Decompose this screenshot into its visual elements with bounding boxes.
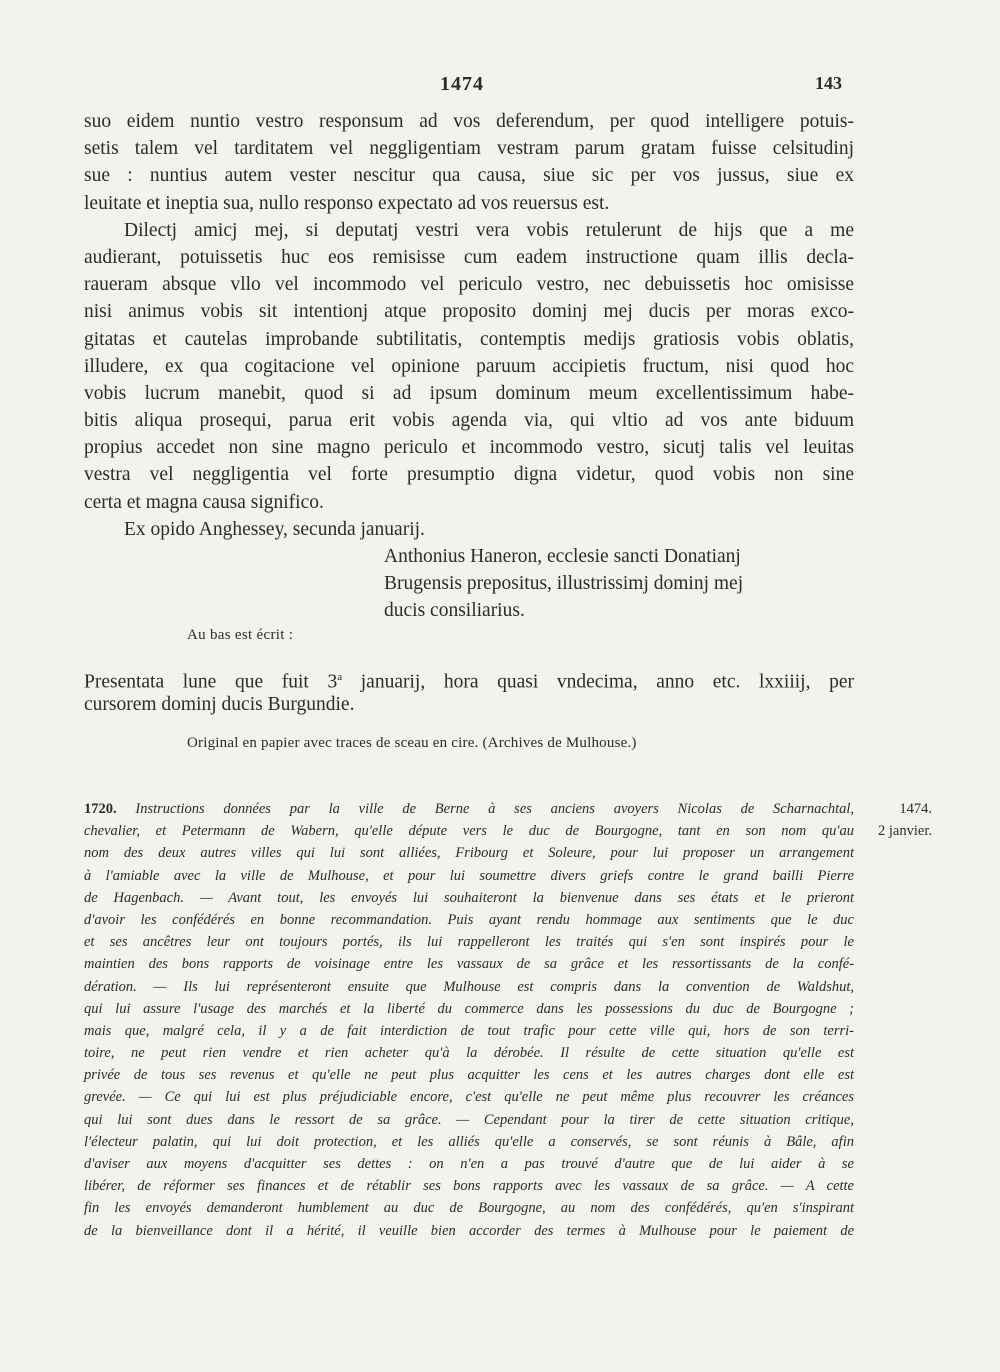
running-header bbox=[0, 73, 1000, 103]
presentation-line-2: cursorem dominj ducis Burgundie. bbox=[84, 694, 355, 716]
entry-line: de Hagenbach. — Avant tout, les envoyés lui souhaiteront la bienvenue dans ses états et le prieront bbox=[84, 889, 854, 906]
entry-number: 1720. bbox=[84, 801, 117, 817]
text-line: leuitate et ineptia sua, nullo responso expectato ad vos reuersus est. bbox=[84, 192, 610, 214]
entry-line: fin les envoyés demanderont humblement au duc de Bourgogne, au nom des confédérés, qu'en s'inspirant bbox=[84, 1200, 854, 1217]
text-line: illudere, ex qua cogitacione vel opinione paruum accipietis fructum, nisi quod hoc bbox=[84, 355, 854, 377]
document-entry-1720 bbox=[84, 798, 854, 1242]
entry-line: dération. — Ils lui représenteront ensuite que Mulhouse est compris dans la convention de Waldshut, bbox=[84, 978, 854, 995]
letter-paragraph-2 bbox=[84, 217, 854, 516]
text-line: setis talem vel tarditatem vel neggligentiam vestram parum gratam fuisse celsitudinj bbox=[84, 138, 854, 160]
text-line: raueram absque vllo vel incommodo vel periculo vestro, nec debuissetis hoc omisisse bbox=[84, 274, 854, 296]
entry-line: d'aviser aux moyens d'acquitter ses dettes : on n'en a pas trouvé d'autre que de lui aider à se bbox=[84, 1156, 854, 1172]
entry-line: chevalier, et Petermann de Wabern, qu'elle députe vers le duc de Bourgogne, tant en son nom qu'au bbox=[84, 823, 854, 840]
text-line: bitis aliqua prosequi, parua erit vobis agenda via, qui vltio ad vos ante biduum bbox=[84, 410, 854, 432]
entry-line: mais que, malgré cela, il y a de fait interdiction de tout trafic pour cette ville qui, hors de son terri- bbox=[84, 1022, 854, 1039]
superscript: a bbox=[337, 671, 343, 683]
entry-line: maintien des bons rapports de voisinage entre les vassaux de sa grâce et les ressortissants de la confé- bbox=[84, 956, 854, 973]
signature-line: ducis consiliarius. bbox=[384, 600, 525, 622]
signature-line: Brugensis prepositus, illustrissimj dominj mej bbox=[384, 573, 744, 595]
entry-line: à l'amiable avec la ville de Mulhouse, et pour lui soumettre divers griefs contre le grand bailli Pierre bbox=[84, 867, 854, 884]
bottom-note-label: Au bas est écrit : bbox=[187, 627, 294, 643]
entry-line: toire, ne peut rien vendre et rien acheter qu'à la dérobée. Il résulte de cette situation qu'elle est bbox=[84, 1045, 854, 1062]
entry-line: d'avoir les confédérés en bonne recommandation. Puis ayant rendu hommage aux sentiments que le duc bbox=[84, 911, 854, 928]
entry-line: de la bienveillance dont il a hérité, il veuille bien accorder des termes à Mulhouse pour le paiement de bbox=[84, 1222, 854, 1239]
source-note: Original en papier avec traces de sceau en cire. (Archives de Mulhouse.) bbox=[187, 735, 637, 751]
entry-line: privée de tous ses revenus et qu'elle ne peut plus acquitter les cens et les autres charges dont elle est bbox=[84, 1067, 854, 1084]
margin-day: 2 janvier. bbox=[878, 823, 932, 840]
entry-line: et ses ancêtres leur ont toujours portés, ils lui rappelleront les traités qui s'en sont inspirés pour le bbox=[84, 934, 854, 951]
text-line: vobis lucrum manebit, quod si ad ipsum dominum meum excellentissimum habe- bbox=[84, 382, 854, 404]
entry-text: Instructions données par la ville de Berne à ses anciens avoyers Nicolas de Scharnachtal, bbox=[135, 801, 855, 817]
text-line: propius accedet non sine magno periculo et incommodo vestro, sicutj talis vel leuitas bbox=[84, 437, 854, 459]
presentation-text: januarij, hora quasi vndecima, anno etc. lxxiiij, per bbox=[342, 671, 854, 693]
text-line: gitatas et cautelas improbande subtilitatis, contemptis medijs gratiosis vobis oblatis, bbox=[84, 328, 854, 350]
presentation-line-1 bbox=[84, 664, 854, 691]
entry-line: qui lui assure l'usage des marchés et la liberté du commerce dans les possessions du duc de Bourgogne ; bbox=[84, 1000, 854, 1017]
dateline: Ex opido Anghessey, secunda januarij. bbox=[124, 518, 425, 540]
text-line: audierant, potuissetis huc eos remisisse cum eadem instructione quam illis decla- bbox=[84, 246, 854, 268]
text-line: vestra vel neggligentia vel forte presumptio digna videtur, quod vobis non sine bbox=[84, 464, 854, 486]
presentation-text: Presentata lune que fuit 3 bbox=[84, 671, 338, 693]
page-number: 143 bbox=[815, 73, 842, 93]
text-line: certa et magna causa significo. bbox=[84, 491, 324, 513]
signature-block bbox=[84, 543, 854, 625]
entry-line: nom des deux autres villes qui lui sont alliées, Fribourg et Soleure, pour lui proposer un arrangement bbox=[84, 845, 854, 862]
latin-letter-body bbox=[84, 108, 854, 625]
presentation-note bbox=[84, 664, 854, 718]
text-line: sue : nuntius autem vester nescitur qua causa, siue sic per vos jussus, siue ex bbox=[84, 165, 854, 187]
margin-year: 1474. bbox=[899, 801, 932, 817]
entry-line: libérer, de réformer ses finances et de rétablir ses bons rapports avec les vassaux de sa grâce. — A cette bbox=[84, 1178, 854, 1195]
entry-line: l'électeur palatin, qui lui doit protection, et les alliés qu'elle a conservés, se sont réunis à Bâle, afin bbox=[84, 1133, 854, 1150]
entry-line: grevée. — Ce qui lui est plus préjudiciable encore, c'est qu'elle ne peut même plus recouvrer les créances bbox=[84, 1089, 854, 1106]
header-year: 1474 bbox=[440, 73, 484, 95]
text-line: nisi animus vobis sit intentionj atque proposito dominj mej ducis per moras exco- bbox=[84, 301, 854, 323]
margin-date bbox=[870, 798, 932, 842]
signature-line: Anthonius Haneron, ecclesie sancti Donatianj bbox=[384, 546, 741, 567]
text-line: suo eidem nuntio vestro responsum ad vos deferendum, per quod intelligere potuis- bbox=[84, 111, 854, 132]
entry-first-line bbox=[84, 798, 854, 820]
text-line: Dilectj amicj mej, si deputatj vestri vera vobis retulerunt de hijs que a me bbox=[124, 219, 854, 241]
letter-paragraph-1 bbox=[84, 108, 854, 217]
entry-line: qui lui sont dues dans le ressort de sa grâce. — Cependant pour la tirer de cette situation critique, bbox=[84, 1111, 854, 1128]
